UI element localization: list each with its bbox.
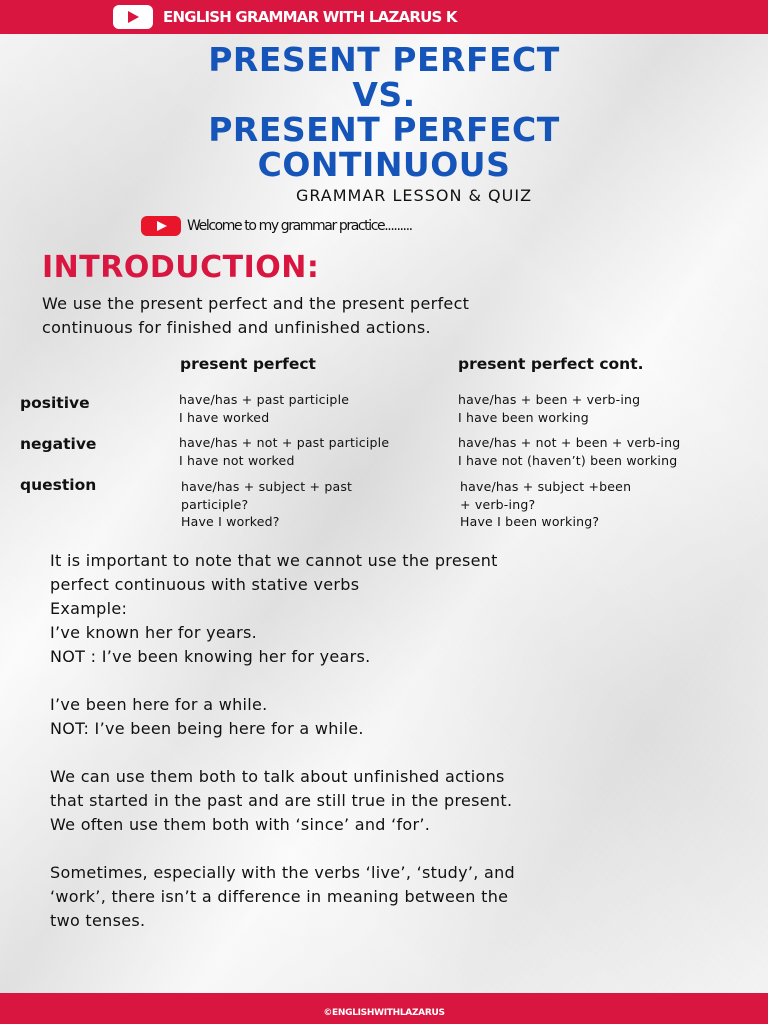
text-line: NOT: I’ve been being here for a while. [50,719,364,738]
text-line: We can use them both to talk about unfinished actions [50,767,505,786]
text-line: We use the present perfect and the present perfect [42,294,470,313]
youtube-icon [113,5,153,29]
cell-line: have/has + subject + past [181,479,353,494]
cell-negative-ppc [458,434,680,469]
title-line-1: PRESENT PERFECT [208,40,560,79]
note-example-here [50,693,750,741]
cell-positive-ppc [458,391,640,426]
cell-line: I have been working [458,409,589,425]
text-line: We often use them both with ‘since’ and ‘for’. [50,815,431,834]
brand-name: ENGLISH GRAMMAR WITH LAZARUS K [163,8,457,26]
text-line: Sometimes, especially with the verbs ‘live’, ‘study’, and [50,863,516,882]
cell-line: I have not worked [179,452,295,468]
cell-line: have/has + not + past participle [179,435,390,450]
welcome-line [141,216,412,236]
text-line: NOT : I’ve been knowing her for years. [50,647,371,666]
cell-negative-pp [179,434,389,469]
text-line: I’ve been here for a while. [50,695,268,714]
cell-question-pp [181,478,352,531]
cell-line: have/has + subject +been [460,479,632,494]
cell-line: participle? [181,496,249,512]
cell-line: Have I been working? [460,514,600,529]
text-line: that started in the past and are still true in the present. [50,791,513,810]
text-line: I’ve known her for years. [50,623,258,642]
top-banner [0,0,768,34]
text-line: continuous for finished and unfinished actions. [42,318,431,337]
cell-line: I have worked [179,409,270,425]
text-line: two tenses. [50,911,146,930]
page-title [0,42,768,182]
cell-positive-pp [179,391,349,426]
cell-line: have/has + been + verb-ing [458,392,641,407]
text-line: perfect continuous with stative verbs [50,575,360,594]
text-line: It is important to note that we cannot use the present [50,551,498,570]
cell-line: + verb-ing? [460,496,536,512]
subtitle: GRAMMAR LESSON & QUIZ [295,186,533,205]
footer-credit: ©ENGLISHWITHLAZARUS [323,1007,445,1018]
cell-line: have/has + past participle [179,392,350,407]
column-header-present-perfect-cont: present perfect cont. [458,355,644,373]
row-label-negative: negative [20,435,97,453]
cell-line: I have not (haven’t) been working [458,452,678,468]
cell-line: Have I worked? [181,514,280,529]
note-no-difference [50,861,750,933]
note-unfinished-actions [50,765,750,837]
youtube-icon [141,216,181,236]
title-line-2: VS. [352,75,416,114]
intro-heading: INTRODUCTION: [42,250,320,285]
text-line: ‘work’, there isn’t a difference in meaning between the [50,887,509,906]
intro-paragraph [42,292,742,340]
text-line: Example: [50,599,128,618]
footer-banner [0,993,768,1024]
row-label-question: question [20,476,97,494]
title-line-3: PRESENT PERFECT [208,110,560,149]
welcome-text: Welcome to my grammar practice......... [187,218,412,234]
title-line-4: CONTINUOUS [257,145,511,184]
cell-question-ppc [460,478,631,531]
cell-line: have/has + not + been + verb-ing [458,435,681,450]
row-label-positive: positive [20,394,90,412]
column-header-present-perfect: present perfect [180,355,316,373]
note-stative-verbs [50,549,750,669]
